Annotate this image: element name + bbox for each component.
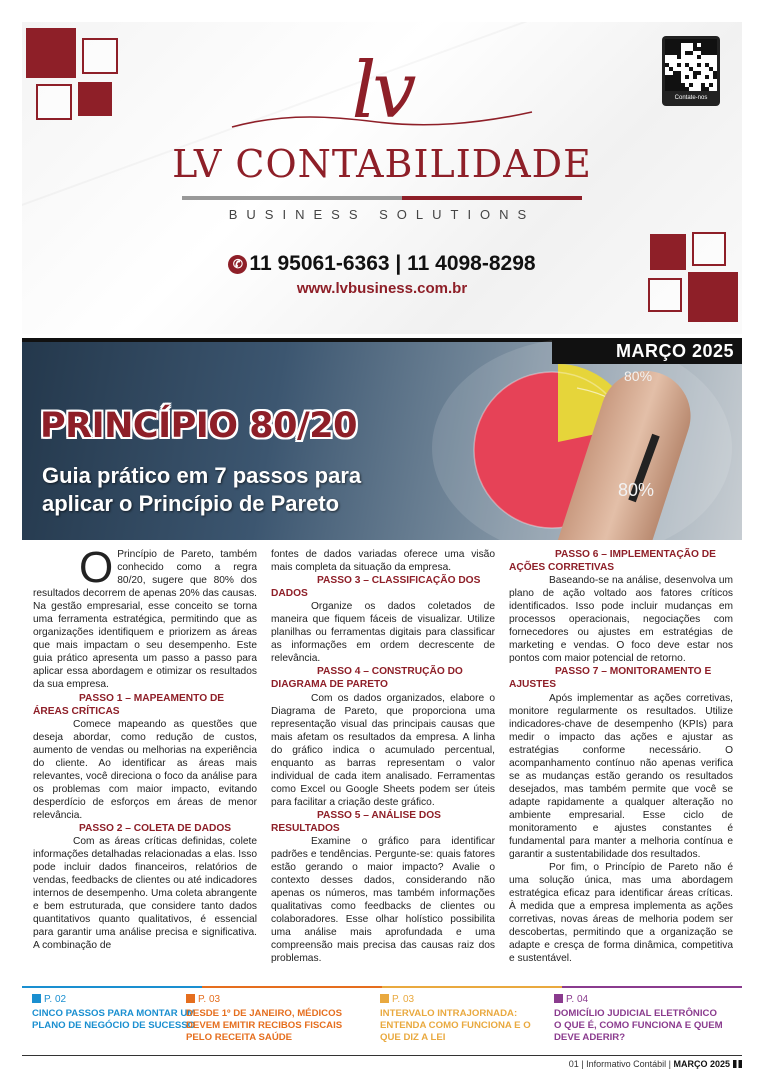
teaser-page-label: P. 03 <box>392 994 415 1005</box>
teaser-item[interactable] <box>186 994 356 1044</box>
intro-paragraph <box>33 548 257 692</box>
qr-label: Contate-nos <box>674 95 708 101</box>
qr-code[interactable] <box>662 36 720 106</box>
page-folio <box>569 1059 742 1069</box>
folio-bars-icon <box>733 1060 742 1068</box>
teaser-title: DESDE 1º DE JANEIRO, MÉDICOS DEVEM EMITIR RECIBOS FISCAIS PELO RECEITA SAÚDE <box>186 1008 343 1043</box>
page-marker-icon <box>32 994 41 1003</box>
teaser-title: CINCO PASSOS PARA MONTAR UM PLANO DE NEGÓCIO DE SUCESSO <box>32 1008 196 1031</box>
teaser-item[interactable] <box>32 994 202 1032</box>
article-column-1 <box>33 548 257 984</box>
step-paragraph: Após implementar as ações corretivas, monitore regularmente os resultados. Utilize indicadores-chave de desempenho (KPIs) para medir o impacto das ações e ajustar as estratégias conforme necessário. O acompanhamento contínuo não apenas verifica se as mudanças estão gerando os resultados desejados, mas também permite que você se adapte rapidamente a qualquer alteração no ambiente empresarial. Esse ciclo de monitoramento e ajustes constantes é fundamental para manter a melhoria contínua e garantir a sustentabilidade dos resultados. <box>509 692 733 861</box>
teaser-title: DOMICÍLIO JUDICIAL ELETRÔNICO O QUE É, COMO FUNCIONA E QUEM DEVE ADERIR? <box>554 1008 723 1043</box>
phone-text: 11 95061-6363 | 11 4098-8298 <box>249 252 536 275</box>
qr-code-icon <box>665 39 717 91</box>
article-body <box>33 548 733 984</box>
teaser-page <box>380 994 550 1006</box>
subheadline <box>42 462 402 518</box>
step-heading: PASSO 6 – IMPLEMENTAÇÃO DE AÇÕES CORRETIVAS <box>509 549 716 574</box>
article-column-3 <box>509 548 733 984</box>
subheadline-line: aplicar o Princípio de Pareto <box>42 491 340 516</box>
step-heading: PASSO 1 – MAPEAMENTO DE ÁREAS CRÍTICAS <box>33 692 225 717</box>
chart-percent-label: 80% <box>624 368 653 384</box>
page-marker-icon <box>380 994 389 1003</box>
step-heading: PASSO 2 – COLETA DE DADOS <box>79 822 232 834</box>
footer-rule <box>22 1055 742 1056</box>
teaser-item[interactable] <box>380 994 550 1044</box>
step-paragraph: Com as áreas críticas definidas, colete informações detalhadas relacionadas a elas. Isso pode incluir dados financeiros, relatórios de vendas, feedbacks de clientes ou até indicadores internos de desempenho. Uma coleta abrangente e bem estruturada, que considere tanto dados quantitativos quanto qualitativos, é essencial para garantir uma análise precisa e significativa. A combinação de <box>33 836 257 952</box>
brand-divider <box>182 196 582 200</box>
masthead <box>22 22 742 334</box>
step-paragraph: Comece mapeando as questões que deseja abordar, como redução de custos, aumento de vendas ou melhorias na experiência do cliente. Ao identificar as áreas mais relevantes, você direciona o foco da análise para os problemas com maior impacto, evitando desperdício de esforços em áreas de menor relevância. <box>33 718 257 821</box>
dropcap: O <box>79 548 114 592</box>
step-paragraph: Baseando-se na análise, desenvolva um plano de ação voltado aos fatores críticos identificados. Isso pode incluir mudanças em processos operacionais, negociações com fornecedores ou ajustes em estratégias de marketing e vendas. O foco deve estar nos pontos com maior potencial de retorno. <box>509 575 733 665</box>
issue-date: MARÇO 2025 <box>552 338 742 364</box>
chart-percent-label: 80% <box>618 480 655 500</box>
teaser-page <box>186 994 356 1006</box>
step-heading: PASSO 7 – MONITORAMENTO E AJUSTES <box>509 666 712 691</box>
hero-banner <box>22 338 742 540</box>
step-heading: PASSO 4 – CONSTRUÇÃO DO DIAGRAMA DE PARETO <box>271 666 463 691</box>
logo-monogram: lv <box>351 46 413 136</box>
headline: PRINCÍPIO 80/20 <box>40 406 357 446</box>
step-heading: PASSO 3 – CLASSIFICAÇÃO DOS DADOS <box>271 575 481 600</box>
step-paragraph: Examine o gráfico para identificar padrões e tendências. Pergunte-se: quais fatores estão gerando o maior impacto? Avalie o contexto desses dados, considerando não apenas os números, mas também informações qualitativas como feedbacks de clientes ou colaboradores. Esse olhar holístico possibilita uma análise mais aprofundada e uma compreensão mais precisa das causas raiz dos problemas. <box>271 836 495 965</box>
step-paragraph: Com os dados organizados, elabore o Diagrama de Pareto, que proporciona uma representação visual das principais causas que mais afetam os resultados da empresa. A linha do gráfico indica o acumulado percentual, enquanto as barras representam o valor individual de cada item analisado. Ferramentas como Excel ou Google Sheets podem ser úteis para facilitar a criação deste gráfico. <box>271 692 495 808</box>
step-paragraph: fontes de dados variadas oferece uma visão mais completa da situação da empresa. <box>271 549 495 574</box>
teaser-page <box>554 994 724 1006</box>
whatsapp-icon: ✆ <box>228 255 247 274</box>
brand-tagline: BUSINESS SOLUTIONS <box>228 207 536 222</box>
website-link[interactable]: www.lvbusiness.com.br <box>296 280 468 297</box>
intro-text: Princípio de Pareto, também conhecido como a regra 80/20, sugere que 80% dos resultados decorrem de apenas 20% das causas. Na gestão empresarial, esse conceito se torna uma ferramenta estratégica, permitindo que as organizações identifiquem e priorizem as áreas que mais impactam o seu desempenho. Este guia prático apresenta um passo a passo para aplicar essa abordagem e otimizar os resultados da sua empresa. <box>33 549 257 691</box>
conclusion-paragraph: Por fim, o Princípio de Pareto não é uma solução única, mas uma abordagem estratégica eficaz para identificar áreas críticas. À medida que a empresa implementa as ações corretivas, novas áreas de melhoria podem ser descobertas, permitindo que a organização se adapte e cresça de forma dinâmica, competitiva e sustentável. <box>509 862 733 965</box>
teaser-page-label: P. 02 <box>44 994 67 1005</box>
teaser-item[interactable] <box>554 994 724 1044</box>
step-heading: PASSO 5 – ANÁLISE DOS RESULTADOS <box>271 809 441 834</box>
teaser-page-label: P. 03 <box>198 994 221 1005</box>
teaser-page <box>32 994 202 1006</box>
page-marker-icon <box>554 994 563 1003</box>
subheadline-line: Guia prático em 7 passos para <box>42 463 362 488</box>
step-paragraph: Organize os dados coletados de maneira que fiquem fáceis de visualizar. Utilize planilhas ou ferramentas digitais para classificar as informações em ordem decrescente de relevância. <box>271 601 495 665</box>
page-marker-icon <box>186 994 195 1003</box>
teasers-color-rule <box>22 986 742 988</box>
phone-numbers <box>22 252 742 276</box>
folio-text: 01 | Informativo Contábil | <box>568 1059 671 1069</box>
folio-date: MARÇO 2025 <box>673 1059 730 1069</box>
article-column-2 <box>271 548 495 984</box>
teaser-page-label: P. 04 <box>566 994 589 1005</box>
brand-name: LV CONTABILIDADE <box>172 142 592 186</box>
inside-teasers <box>22 986 742 1052</box>
teaser-title: INTERVALO INTRAJORNADA: ENTENDA COMO FUNCIONA E O QUE DIZ A LEI <box>380 1008 531 1043</box>
